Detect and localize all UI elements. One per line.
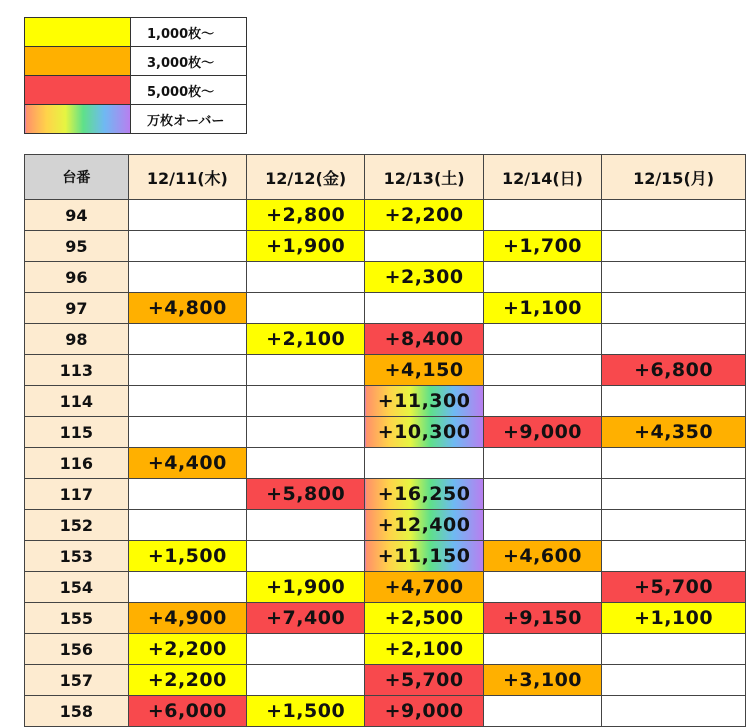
table-row <box>25 541 746 572</box>
result-cell: +2,200 <box>365 200 484 231</box>
result-cell <box>483 386 601 417</box>
table-row <box>25 665 746 696</box>
result-cell <box>247 386 365 417</box>
result-cell <box>602 386 746 417</box>
machine-number: 98 <box>25 324 129 355</box>
machine-number: 153 <box>25 541 129 572</box>
table-row <box>25 262 746 293</box>
result-cell <box>602 293 746 324</box>
result-cell <box>483 696 601 727</box>
result-cell: +6,000 <box>128 696 246 727</box>
result-cell: +5,800 <box>247 479 365 510</box>
result-cell <box>247 355 365 386</box>
result-cell: +11,300 <box>365 386 484 417</box>
result-cell: +9,000 <box>483 417 601 448</box>
result-cell: +2,200 <box>128 634 246 665</box>
table-row <box>25 417 746 448</box>
legend-row <box>25 105 247 134</box>
result-cell <box>128 231 246 262</box>
result-cell: +2,800 <box>247 200 365 231</box>
result-cell: +5,700 <box>365 665 484 696</box>
machine-number: 117 <box>25 479 129 510</box>
result-cell: +4,600 <box>483 541 601 572</box>
machine-number: 116 <box>25 448 129 479</box>
result-cell: +8,400 <box>365 324 484 355</box>
result-cell: +10,300 <box>365 417 484 448</box>
result-cell: +4,900 <box>128 603 246 634</box>
machine-number: 158 <box>25 696 129 727</box>
result-cell <box>247 448 365 479</box>
result-cell <box>365 448 484 479</box>
result-cell <box>483 572 601 603</box>
table-row <box>25 448 746 479</box>
result-cell <box>602 479 746 510</box>
result-cell <box>128 510 246 541</box>
result-cell: +4,150 <box>365 355 484 386</box>
result-cell: +11,150 <box>365 541 484 572</box>
result-cell <box>483 510 601 541</box>
result-cell: +5,700 <box>602 572 746 603</box>
result-cell <box>602 541 746 572</box>
result-cell <box>128 262 246 293</box>
legend-label: 3,000枚〜 <box>131 47 247 76</box>
table-row <box>25 479 746 510</box>
result-cell <box>128 572 246 603</box>
legend <box>24 17 247 134</box>
date-column-header: 12/11(木) <box>128 155 246 200</box>
date-column-header: 12/13(土) <box>365 155 484 200</box>
legend-label: 5,000枚〜 <box>131 76 247 105</box>
result-cell: +2,200 <box>128 665 246 696</box>
result-cell <box>128 479 246 510</box>
result-cell: +1,500 <box>247 696 365 727</box>
result-cell <box>602 696 746 727</box>
result-cell <box>602 634 746 665</box>
result-cell <box>602 200 746 231</box>
result-cell: +1,500 <box>128 541 246 572</box>
table-row <box>25 572 746 603</box>
result-cell <box>128 200 246 231</box>
result-cell: +2,100 <box>365 634 484 665</box>
result-cell: +1,900 <box>247 572 365 603</box>
machine-number-header: 台番 <box>25 155 129 200</box>
machine-number: 114 <box>25 386 129 417</box>
machine-number: 95 <box>25 231 129 262</box>
result-cell: +2,100 <box>247 324 365 355</box>
table-row <box>25 355 746 386</box>
result-cell: +9,150 <box>483 603 601 634</box>
result-cell <box>247 262 365 293</box>
result-cell: +2,300 <box>365 262 484 293</box>
result-cell <box>247 417 365 448</box>
legend-swatch <box>25 18 131 47</box>
date-column-header: 12/14(日) <box>483 155 601 200</box>
result-cell: +12,400 <box>365 510 484 541</box>
table-row <box>25 634 746 665</box>
result-cell: +2,500 <box>365 603 484 634</box>
result-cell: +1,100 <box>602 603 746 634</box>
result-cell <box>483 200 601 231</box>
result-cell: +3,100 <box>483 665 601 696</box>
table-row <box>25 324 746 355</box>
result-cell <box>602 448 746 479</box>
result-cell: +1,100 <box>483 293 601 324</box>
machine-number: 94 <box>25 200 129 231</box>
result-cell: +6,800 <box>602 355 746 386</box>
result-cell: +16,250 <box>365 479 484 510</box>
result-cell <box>483 355 601 386</box>
machine-number: 96 <box>25 262 129 293</box>
header-row <box>25 155 746 200</box>
result-cell: +7,400 <box>247 603 365 634</box>
legend-row <box>25 76 247 105</box>
result-cell <box>602 324 746 355</box>
result-cell <box>365 293 484 324</box>
result-cell <box>483 634 601 665</box>
machine-number: 152 <box>25 510 129 541</box>
result-cell: +4,700 <box>365 572 484 603</box>
result-cell <box>247 665 365 696</box>
result-cell <box>483 448 601 479</box>
table-row <box>25 510 746 541</box>
machine-number: 155 <box>25 603 129 634</box>
legend-swatch <box>25 76 131 105</box>
legend-swatch <box>25 47 131 76</box>
result-cell: +4,350 <box>602 417 746 448</box>
result-cell: +9,000 <box>365 696 484 727</box>
legend-row <box>25 18 247 47</box>
result-cell <box>247 293 365 324</box>
machine-number: 115 <box>25 417 129 448</box>
result-cell <box>128 417 246 448</box>
date-column-header: 12/15(月) <box>602 155 746 200</box>
result-cell <box>128 355 246 386</box>
result-cell: +1,900 <box>247 231 365 262</box>
legend-label: 1,000枚〜 <box>131 18 247 47</box>
result-cell <box>365 231 484 262</box>
result-cell <box>128 386 246 417</box>
table-row <box>25 603 746 634</box>
table-row <box>25 231 746 262</box>
machine-number: 97 <box>25 293 129 324</box>
result-cell <box>602 510 746 541</box>
result-cell <box>483 324 601 355</box>
table-row <box>25 696 746 727</box>
result-cell: +4,800 <box>128 293 246 324</box>
result-cell: +4,400 <box>128 448 246 479</box>
result-cell <box>602 262 746 293</box>
result-cell <box>483 262 601 293</box>
table-row <box>25 386 746 417</box>
machine-number: 154 <box>25 572 129 603</box>
date-column-header: 12/12(金) <box>247 155 365 200</box>
result-cell <box>247 510 365 541</box>
legend-label: 万枚オーバー <box>131 105 247 134</box>
result-cell <box>247 541 365 572</box>
table-row <box>25 200 746 231</box>
results-table <box>24 154 746 727</box>
machine-number: 157 <box>25 665 129 696</box>
result-cell: +1,700 <box>483 231 601 262</box>
table-row <box>25 293 746 324</box>
legend-row <box>25 47 247 76</box>
machine-number: 156 <box>25 634 129 665</box>
legend-swatch <box>25 105 131 134</box>
result-cell <box>128 324 246 355</box>
result-cell <box>602 665 746 696</box>
machine-number: 113 <box>25 355 129 386</box>
result-cell <box>483 479 601 510</box>
result-cell <box>602 231 746 262</box>
result-cell <box>247 634 365 665</box>
